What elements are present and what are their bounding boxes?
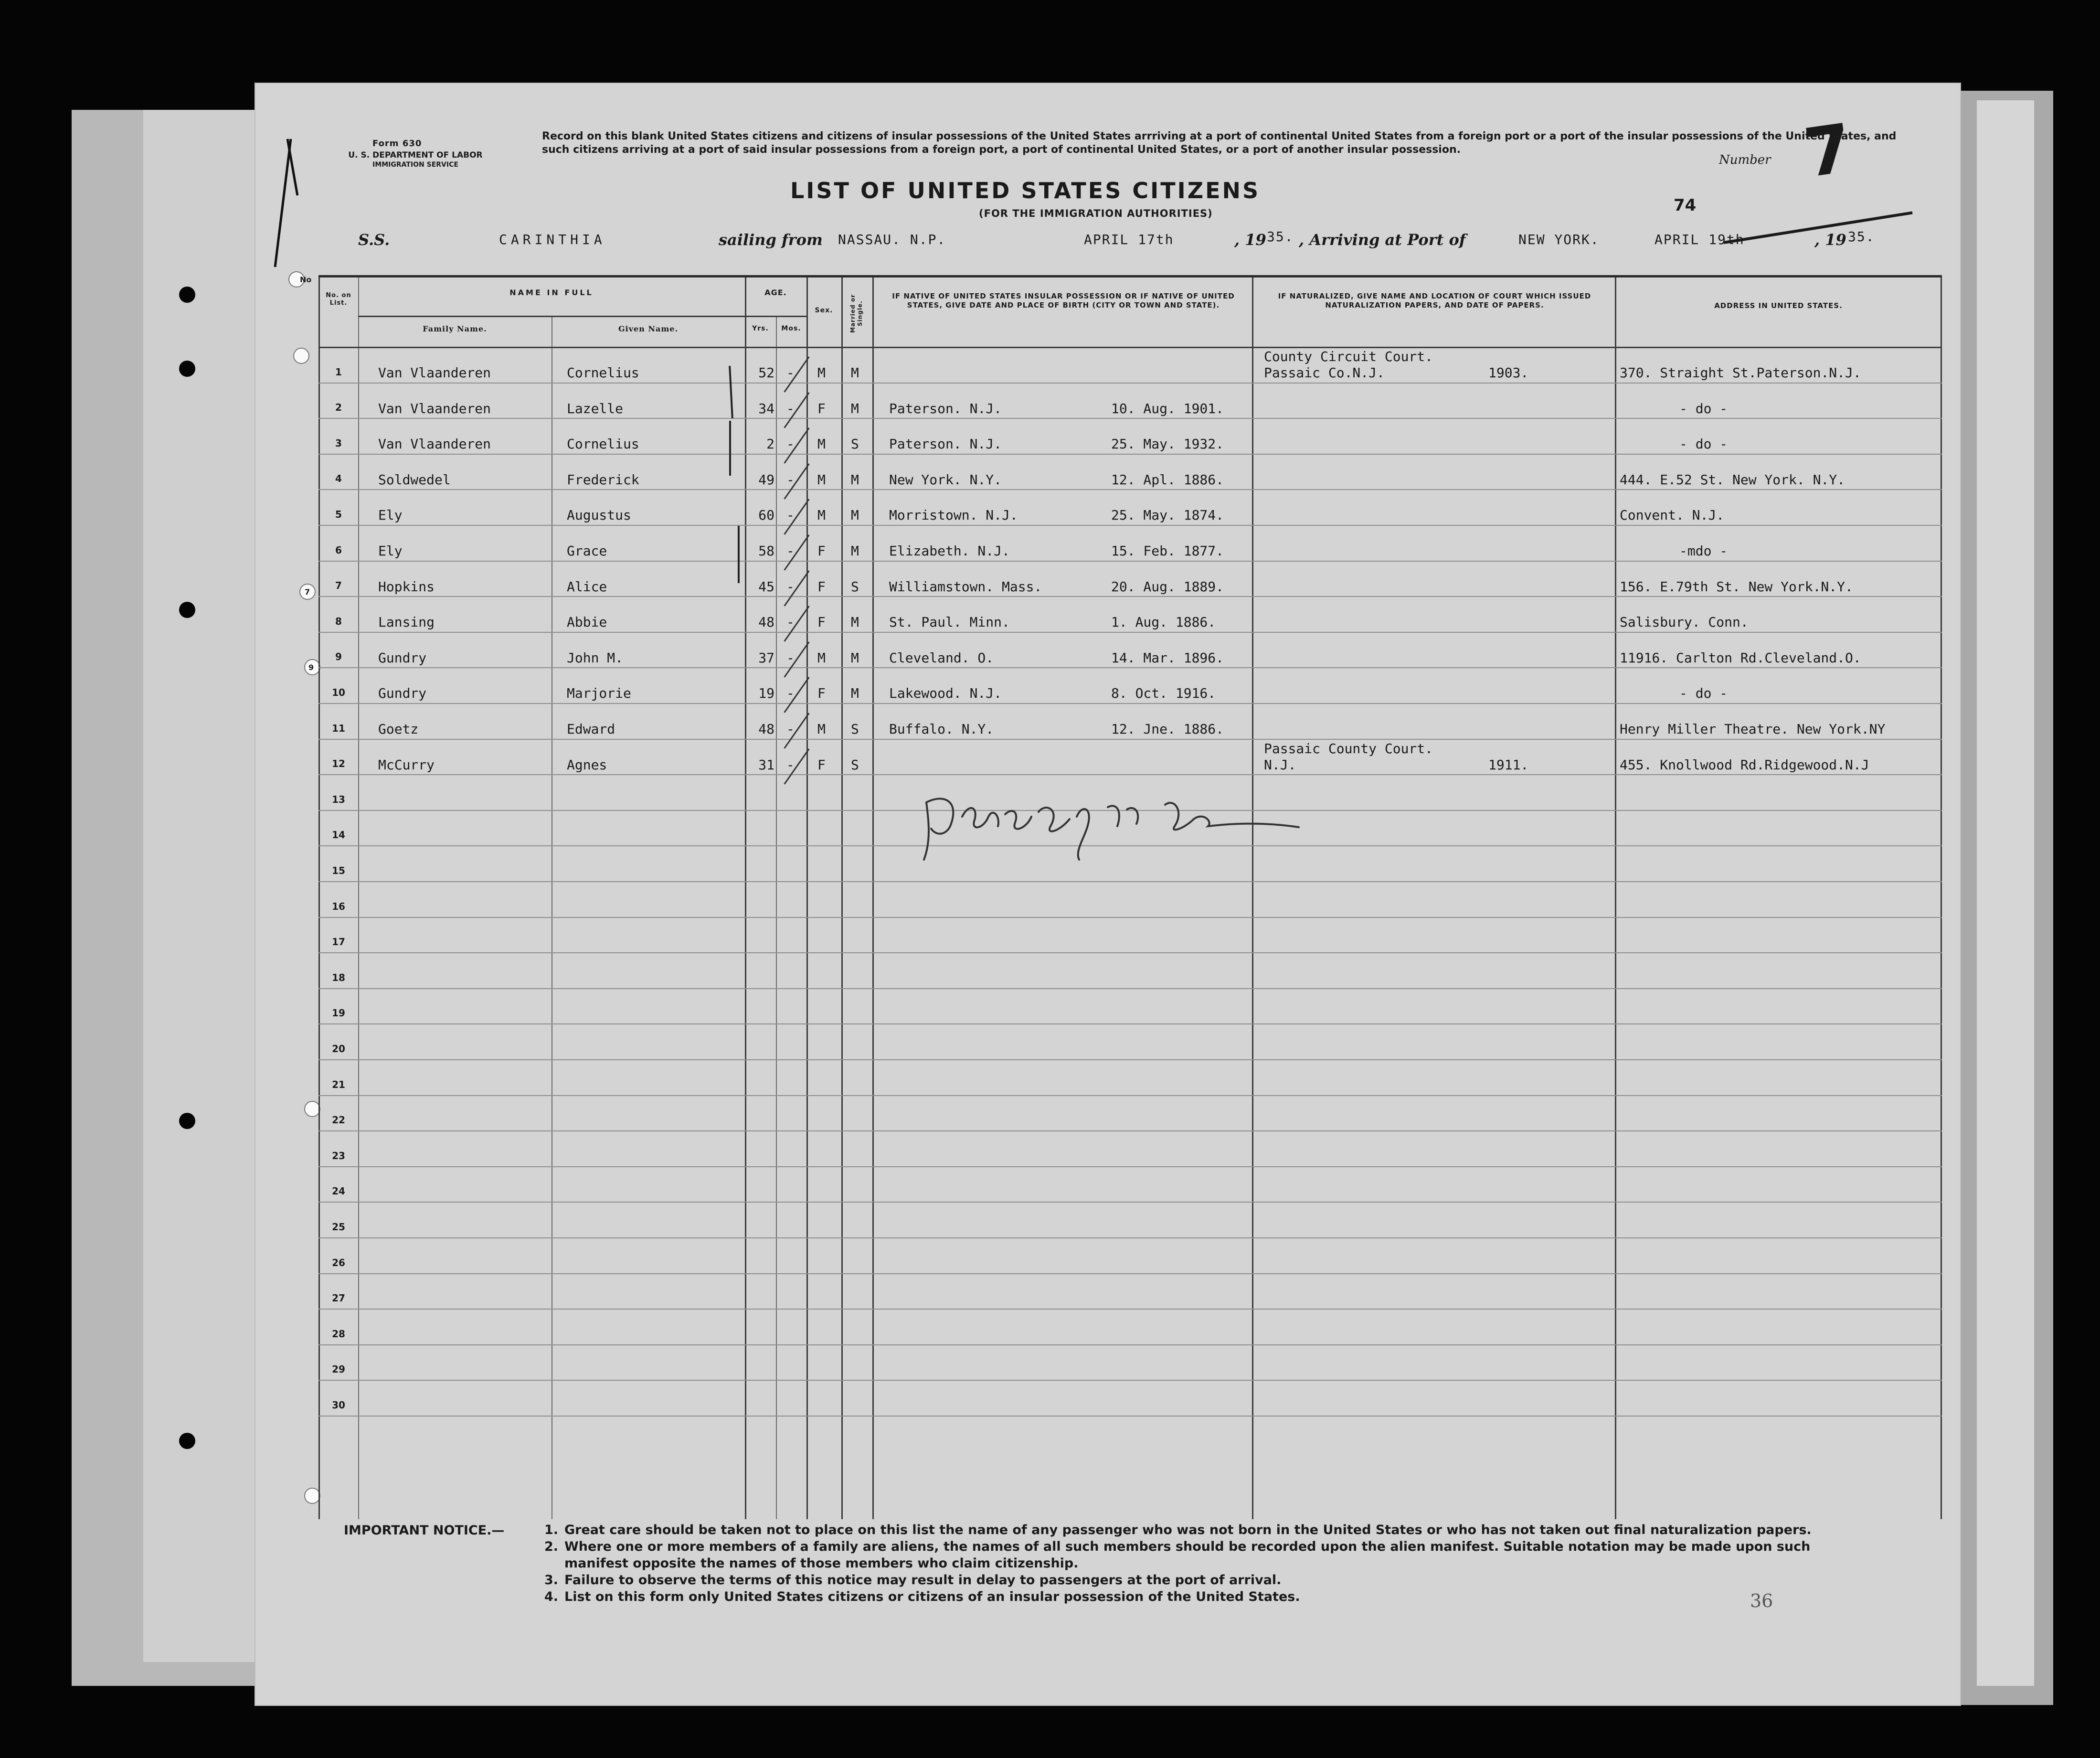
birth-place: Lakewood. N.J. [889, 685, 1002, 702]
row-rule [318, 1202, 1942, 1203]
family-name: Gundry [378, 685, 427, 702]
court-year: 1903. [1488, 365, 1529, 381]
margin-label: No [300, 275, 312, 284]
age-years: 19 [758, 685, 774, 702]
us-address: - do - [1679, 400, 1728, 416]
row-rule [318, 383, 1942, 384]
given-name: Frederick [567, 471, 639, 488]
birth-place: Elizabeth. N.J. [889, 543, 1010, 559]
form-number: Form 630 [372, 139, 422, 149]
punch-hole-icon [304, 1101, 320, 1117]
age-years: 52 [758, 365, 774, 381]
arrival-year: 35. [1848, 229, 1875, 245]
row-number: 20 [332, 1043, 345, 1055]
row-number: 4 [335, 473, 342, 485]
notice-item [544, 1538, 1877, 1572]
age-months: - [786, 543, 795, 559]
row-rule [318, 774, 1942, 775]
family-name: Hopkins [378, 578, 435, 595]
sailing-label: sailing from [719, 231, 823, 249]
right-under-sheet-edge [1977, 100, 2034, 1686]
margin-label: 9 [308, 663, 314, 672]
birth-place: Buffalo. N.Y. [889, 721, 994, 737]
age-years: 58 [758, 543, 774, 559]
birth-date: 12. Jne. 1886. [1111, 721, 1224, 737]
sex: F [817, 756, 826, 773]
us-address: 370. Straight St.Paterson.N.J. [1620, 365, 1861, 381]
age-months: - [786, 685, 795, 702]
row-rule [318, 917, 1942, 918]
row-number: 7 [335, 580, 342, 592]
row-number: 17 [332, 936, 345, 948]
page-number: 36 [1750, 1590, 1773, 1611]
row-rule [318, 1344, 1942, 1345]
family-name: McCurry [378, 756, 435, 773]
page-subtitle: (FOR THE IMMIGRATION AUTHORITIES) [979, 208, 1213, 219]
us-address: 11916. Carlton Rd.Cleveland.O. [1620, 650, 1861, 666]
page-title: LIST OF UNITED STATES CITIZENS [790, 178, 1261, 203]
given-name: Augustus [567, 507, 631, 523]
birth-place: New York. N.Y. [889, 471, 1002, 488]
row-number: 22 [332, 1114, 345, 1126]
sail-date: APRIL 17th [1084, 232, 1174, 247]
sex: F [817, 543, 826, 559]
marital-status: M [851, 650, 859, 666]
notice-item-text: Where one or more members of a family are aliens, the names of all such members should be recorded upon the alien manifest. Suitable notation may be made upon such manifest opposite the names of those members who claim citizenship. [564, 1539, 1811, 1571]
given-name: Lazelle [567, 400, 624, 416]
row-number: 24 [332, 1185, 345, 1197]
us-address: 444. E.52 St. New York. N.Y. [1620, 471, 1845, 488]
us-address: 156. E.79th St. New York.N.Y. [1620, 578, 1853, 595]
margin-label: 7 [305, 587, 310, 597]
row-number: 27 [332, 1292, 345, 1304]
punch-hole-icon [304, 1488, 320, 1504]
row-rule [318, 1130, 1942, 1131]
us-address: -mdo - [1679, 543, 1728, 559]
agency-block [329, 150, 501, 170]
age-months: - [786, 365, 795, 381]
punch-hole-icon [293, 348, 309, 364]
header-naturalized: IF NATURALIZED, GIVE NAME AND LOCATION OF COURT WHICH ISSUED NATURALIZATION PAPERS, AND DATE OF PAPERS. [1278, 292, 1591, 309]
arriving-label: , Arriving at Port of [1299, 231, 1466, 249]
header-age: AGE. [764, 288, 787, 297]
birth-place: Paterson. N.J. [889, 400, 1002, 416]
row-number: 23 [332, 1150, 345, 1161]
notice-list [544, 1522, 1877, 1605]
sex: M [817, 721, 826, 737]
row-rule [318, 561, 1942, 562]
sex: M [817, 650, 826, 666]
birth-place: Cleveland. O. [889, 650, 994, 666]
age-years: 60 [758, 507, 774, 523]
notice-heading: IMPORTANT NOTICE.— [344, 1523, 505, 1538]
sex: M [817, 507, 826, 523]
age-months: - [786, 650, 795, 666]
marital-status: M [851, 614, 859, 630]
number-value: 7 [1800, 109, 1857, 193]
row-rule [318, 525, 1942, 526]
notice-item [544, 1522, 1877, 1538]
family-name: Lansing [378, 614, 435, 630]
birth-place: Williamstown. Mass. [889, 578, 1042, 595]
column-divider [841, 277, 843, 1519]
arrival-year-prefix: , 19 [1814, 231, 1846, 249]
age-months: - [786, 614, 795, 630]
birth-date: 14. Mar. 1896. [1111, 650, 1224, 666]
us-address: Salisbury. Conn. [1620, 614, 1749, 630]
court-name: Passaic County Court. [1264, 740, 1433, 756]
row-rule [318, 596, 1942, 597]
family-name: Van Vlaanderen [378, 436, 491, 452]
row-rule [318, 1380, 1942, 1381]
family-name: Van Vlaanderen [378, 400, 491, 416]
ss-label: S.S. [358, 231, 390, 249]
court-year: 1911. [1488, 756, 1529, 773]
column-divider [872, 277, 874, 1519]
punch-hole-icon [179, 1113, 195, 1129]
row-rule [318, 1023, 1942, 1024]
age-months: - [786, 436, 795, 452]
row-rule [318, 1166, 1942, 1167]
row-number: 18 [332, 971, 345, 983]
age-years: 37 [758, 650, 774, 666]
row-number: 29 [332, 1364, 345, 1375]
age-months: - [786, 578, 795, 595]
row-number: 8 [335, 615, 342, 627]
notice-item-number: 2. [544, 1539, 559, 1554]
column-divider [1941, 277, 1942, 1519]
punch-hole-icon [179, 361, 195, 377]
age-months: - [786, 400, 795, 416]
us-address: - do - [1679, 436, 1728, 452]
row-number: 2 [335, 402, 342, 414]
us-address: 455. Knollwood Rd.Ridgewood.N.J [1620, 756, 1869, 773]
header-address: ADDRESS IN UNITED STATES. [1714, 301, 1843, 310]
given-name: Edward [567, 721, 615, 737]
sex: M [817, 436, 826, 452]
row-number: 15 [332, 865, 345, 876]
given-name: Abbie [567, 614, 607, 630]
age-months: - [786, 471, 795, 488]
age-years: 34 [758, 400, 774, 416]
arrival-port: NEW YORK. [1518, 232, 1600, 247]
age-years: 45 [758, 578, 774, 595]
row-number: 12 [332, 758, 345, 770]
sex: F [817, 578, 826, 595]
notice-item-number: 3. [544, 1573, 559, 1588]
birth-place: Morristown. N.J. [889, 507, 1018, 523]
row-number: 28 [332, 1328, 345, 1340]
age-years: 49 [758, 471, 774, 488]
row-number: 14 [332, 829, 345, 841]
notice-item-text: Great care should be taken not to place on this list the name of any passenger who was not born in the United States or who has not taken out final naturalization papers. [564, 1523, 1812, 1537]
court-location: Passaic Co.N.J. [1264, 365, 1385, 381]
row-number: 6 [335, 544, 342, 556]
marital-status: M [851, 685, 859, 702]
from-port: NASSAU. N.P. [838, 232, 946, 247]
row-rule [318, 418, 1942, 419]
sex: M [817, 471, 826, 488]
age-years: 48 [758, 614, 774, 630]
birth-date: 25. May. 1874. [1111, 507, 1224, 523]
given-name: Marjorie [567, 685, 631, 702]
punch-hole-icon [179, 287, 195, 303]
ship-name: CARINTHIA [499, 232, 606, 247]
row-number: 3 [335, 437, 342, 449]
row-number: 13 [332, 793, 345, 805]
header-name-in-full: NAME IN FULL [509, 288, 594, 297]
notice-item-text: Failure to observe the terms of this notice may result in delay to passengers at the port of arrival. [564, 1573, 1282, 1588]
header-sex: Sex. [815, 307, 833, 314]
punch-hole-icon [179, 1433, 195, 1449]
birth-place: St. Paul. Minn. [889, 614, 1010, 630]
court-location: N.J. [1264, 756, 1296, 773]
header-subdivider [358, 316, 807, 317]
row-rule [318, 667, 1942, 668]
number-label: Number [1719, 153, 1771, 167]
family-name: Goetz [378, 721, 419, 737]
column-divider [318, 277, 320, 1519]
age-years: 2 [766, 436, 774, 452]
row-rule [318, 952, 1942, 953]
header-given-name: Given Name. [618, 324, 679, 333]
handwritten-note: 74 [1674, 196, 1697, 215]
sex: F [817, 685, 826, 702]
pen-mark [729, 366, 733, 418]
notice-item-number: 1. [544, 1523, 559, 1537]
us-address: - do - [1679, 685, 1728, 702]
given-name: Cornelius [567, 436, 639, 452]
given-name: Grace [567, 543, 607, 559]
us-address: Henry Miller Theatre. New York.NY [1620, 721, 1886, 737]
header-birth: IF NATIVE OF UNITED STATES INSULAR POSSESSION OR IF NATIVE OF UNITED STATES, GIVE DATE AND PLACE OF BIRTH (CITY OR TOWN AND STATE). [892, 292, 1235, 309]
row-number: 9 [335, 651, 342, 663]
notice-item [544, 1572, 1877, 1588]
birth-date: 8. Oct. 1916. [1111, 685, 1216, 702]
row-rule [318, 703, 1942, 704]
age-years: 48 [758, 721, 774, 737]
row-rule [318, 1309, 1942, 1310]
binder-page-edge [143, 110, 269, 1662]
family-name: Gundry [378, 650, 427, 666]
instructions-text: Record on this blank United States citizens and citizens of insular possessions of the United States arrriving at a port of continental United States from a foreign port or a port of the insular possessions of the United States, and such citizens arriving at a port of said insular possessions from a foreign port, a port of continental United States, or a port of another insular possession. [542, 130, 1897, 156]
row-rule [318, 1416, 1942, 1417]
notice-item [544, 1588, 1877, 1605]
family-name: Ely [378, 507, 403, 523]
given-name: Agnes [567, 756, 607, 773]
marital-status: M [851, 471, 859, 488]
header-mos: Mos. [781, 325, 801, 332]
birth-date: 12. Apl. 1886. [1111, 471, 1224, 488]
court-name: County Circuit Court. [1264, 349, 1433, 364]
column-divider [1252, 277, 1253, 1519]
marital-status: S [851, 578, 859, 595]
row-number: 19 [332, 1007, 345, 1019]
passenger-table [318, 275, 1942, 1519]
age-months: - [786, 721, 795, 737]
row-number: 10 [332, 687, 345, 698]
header-married-single: Married or Single. [849, 294, 863, 333]
row-rule [318, 1237, 1942, 1238]
marital-status: M [851, 400, 859, 416]
row-number: 25 [332, 1221, 345, 1233]
sex: F [817, 614, 826, 630]
row-number: 26 [332, 1257, 345, 1268]
row-rule [318, 489, 1942, 490]
row-number: 30 [332, 1399, 345, 1411]
birth-date: 10. Aug. 1901. [1111, 400, 1224, 416]
marital-status: S [851, 721, 859, 737]
row-rule [318, 739, 1942, 740]
row-rule [318, 1273, 1942, 1274]
header-no: No. on List. [326, 292, 351, 307]
column-divider [745, 277, 746, 1519]
pen-mark [738, 526, 740, 583]
header-yrs: Yrs. [752, 325, 769, 332]
sail-year: 35. [1267, 229, 1294, 245]
header-family-name: Family Name. [423, 324, 487, 333]
row-rule [318, 454, 1942, 455]
birth-date: 20. Aug. 1889. [1111, 578, 1224, 595]
service-name: IMMIGRATION SERVICE [372, 161, 458, 169]
sail-year-prefix: , 19 [1234, 231, 1266, 249]
row-number: 21 [332, 1078, 345, 1090]
signature-icon [917, 783, 1308, 879]
age-months: - [786, 756, 795, 773]
sex: F [817, 400, 826, 416]
row-number: 11 [332, 722, 345, 734]
marital-status: M [851, 543, 859, 559]
family-name: Van Vlaanderen [378, 365, 491, 381]
notice-item-text: List on this form only United States citizens or citizens of an insular possession of the United States. [564, 1589, 1300, 1604]
row-rule [318, 632, 1942, 633]
marital-status: M [851, 507, 859, 523]
column-divider [1615, 277, 1616, 1519]
row-rule [318, 988, 1942, 989]
us-address: Convent. N.J. [1620, 507, 1725, 523]
row-rule [318, 1059, 1942, 1060]
birth-place: Paterson. N.J. [889, 436, 1002, 452]
marital-status: M [851, 365, 859, 381]
age-months: - [786, 507, 795, 523]
given-name: John M. [567, 650, 624, 666]
birth-date: 1. Aug. 1886. [1111, 614, 1216, 630]
family-name: Soldwedel [378, 471, 451, 488]
notice-item-number: 4. [544, 1589, 559, 1604]
pen-mark [729, 421, 731, 476]
birth-date: 25. May. 1932. [1111, 436, 1224, 452]
sex: M [817, 365, 826, 381]
column-divider [358, 277, 359, 1519]
punch-hole-icon [179, 602, 195, 618]
marital-status: S [851, 436, 859, 452]
arrival-date: APRIL 19th [1655, 232, 1745, 247]
given-name: Cornelius [567, 365, 639, 381]
marital-status: S [851, 756, 859, 773]
agency-name: U. S. DEPARTMENT OF LABOR [348, 150, 483, 160]
family-name: Ely [378, 543, 403, 559]
header-rule [318, 347, 1942, 348]
age-years: 31 [758, 756, 774, 773]
given-name: Alice [567, 578, 607, 595]
row-rule [318, 881, 1942, 882]
row-rule [318, 1095, 1942, 1096]
row-number: 16 [332, 900, 345, 912]
birth-date: 15. Feb. 1877. [1111, 543, 1224, 559]
row-number: 5 [335, 509, 342, 520]
row-number: 1 [335, 366, 342, 378]
